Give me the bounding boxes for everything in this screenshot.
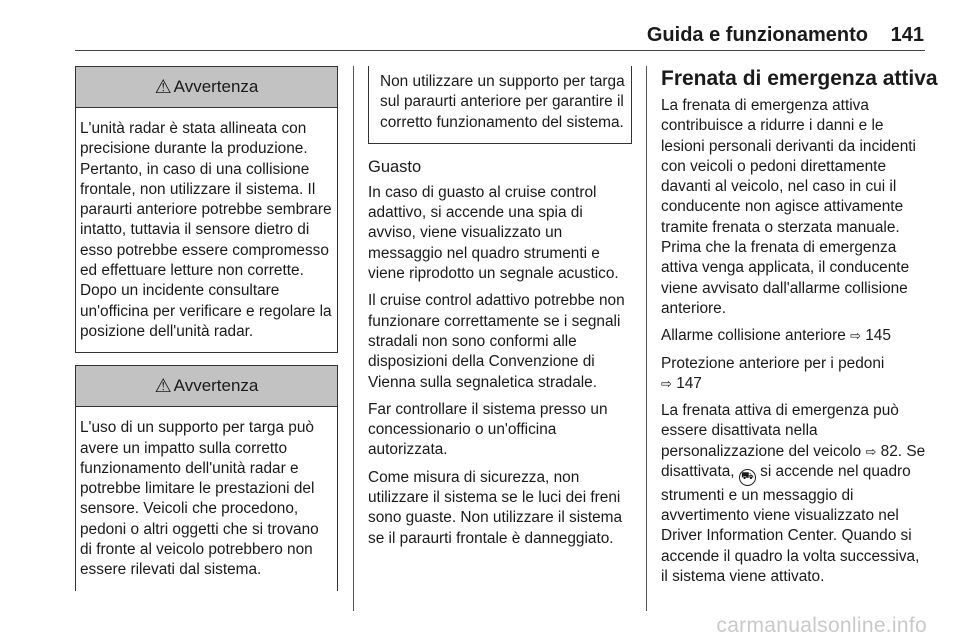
warning-box-2 (75, 365, 338, 590)
paragraph (661, 401, 927, 587)
page-header (0, 0, 960, 52)
paragraph-text: si accende nel quadro strumenti e un messaggio di avvertimento viene visualizzato nel Driver Information Center. Quando si accende il quadro la volta successiva, il sistema viene attivato. (661, 463, 920, 585)
column-2 (368, 66, 632, 556)
column-1 (75, 66, 338, 591)
warning-box-header (76, 66, 337, 108)
watermark: carmanualsonline.info (716, 614, 927, 637)
warning-title: Avvertenza (173, 376, 259, 396)
warning-box-continued: Non utilizzare un supporto per targa sul paraurti anteriore per garantire il corretto funzionamento del sistema. (368, 66, 632, 144)
warning-triangle-icon: ⚠ (154, 76, 172, 98)
reference-arrow-icon: ⇨ (661, 375, 672, 391)
section-title-frenata: Frenata di emergenza attiva (661, 67, 938, 90)
paragraph: In caso di guasto al cruise control adattivo, si accende una spia di avviso, viene visualizzato un messaggio nel quadro strumenti e viene riprodotto un segnale acustico. (368, 183, 619, 283)
column-divider-2 (646, 66, 647, 611)
reference-page[interactable]: 82 (880, 442, 898, 460)
cross-reference[interactable] (661, 326, 927, 346)
reference-text: Protezione anteriore per i pedoni (661, 354, 885, 372)
warning-text: L'unità radar è stata allineata con precisione durante la produzione. Pertanto, in caso di una collisione frontale, non utilizzare il sistema. Il paraurti anteriore potrebbe sembrare intatto, tuttavia il sensore dietro di esso potrebbe essere compromesso ed effettuare letture non corrette. Dopo un incidente consultare un'officina per verificare e regolare la posizione dell'unità radar. (76, 108, 337, 353)
reference-page: 145 (865, 327, 891, 345)
paragraph: Far controllare il sistema presso un concessionario o un'officina autorizzata. (368, 400, 608, 459)
page-number: 141 (890, 24, 924, 46)
header-title: Guida e funzionamento (646, 24, 868, 46)
paragraph-text: La frenata attiva di emergenza può essere disattivata nella personalizzazione del veicolo (661, 402, 899, 460)
reference-arrow-icon: ⇨ (850, 328, 861, 344)
paragraph: Come misura di sicurezza, non utilizzare il sistema se le luci dei freni sono guaste. Non utilizzare il sistema se il paraurti frontale è danneggiato. (368, 468, 623, 547)
column-divider-1 (353, 66, 354, 611)
column-3 (661, 66, 938, 594)
reference-page: 147 (676, 374, 702, 392)
paragraph-intro: La frenata di emergenza attiva contribuisce a ridurre i danni e le lesioni personali derivanti da incidenti con veicoli o pedoni direttamente davanti al veicolo, nel caso in cui il conducente non agisce attivamente tramite frenata o sterzata manuale. Prima che la frenata di emergenza attiva venga applicata, il conducente viene avvisato dall'allarme collisione anteriore. (661, 97, 916, 317)
reference-arrow-icon: ⇨ (865, 443, 877, 459)
section-title-guasto: Guasto (368, 157, 422, 176)
warning-text: L'uso di un supporto per targa può avere un impatto sulla corretto funzionamento dell'unità radar e potrebbe limitare le prestazioni del sensore. Veicoli che procedono, pedoni o altri oggetti che si trovano di fronte al veicolo potrebbero non essere rilevati dal sistema. (80, 419, 319, 579)
warning-box-header (76, 365, 337, 407)
warning-title: Avvertenza (173, 77, 259, 96)
warning-triangle-icon: ⚠ (154, 375, 172, 397)
car-collision-icon: ⛟ (739, 469, 756, 486)
header-rule (75, 50, 925, 51)
paragraph-text: . Se disattivata, (661, 442, 926, 481)
warning-box-1 (75, 66, 338, 353)
paragraph: Il cruise control adattivo potrebbe non funzionare correttamente se i segnali stradali non sono conformi alle disposizioni della Convenzione di Vienna sulla segnaletica stradale. (368, 292, 625, 391)
reference-text: Allarme collisione anteriore (661, 327, 846, 345)
cross-reference[interactable] (661, 354, 927, 395)
